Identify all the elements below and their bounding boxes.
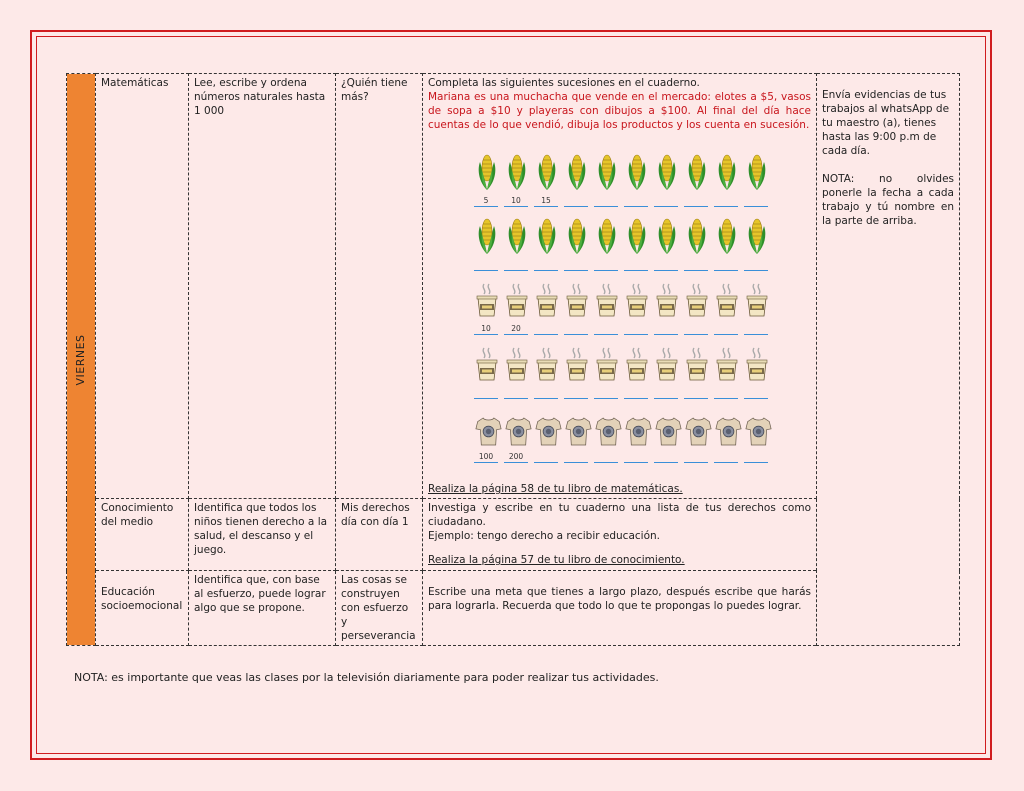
learning-cell [189, 571, 336, 646]
sequence-blank [534, 260, 558, 271]
sequence-blank [654, 260, 678, 271]
soup-cup-icon [745, 344, 769, 384]
sequence-blank: 15 [534, 196, 558, 207]
activity-cell [423, 74, 817, 499]
activity-example: Ejemplo: tengo derecho a recibir educación. [428, 530, 660, 542]
sequence-cell [652, 152, 682, 216]
soup-cup-icon [655, 344, 679, 384]
sequence-cell [652, 408, 682, 472]
sequence-cell [562, 344, 592, 408]
activity-text: Escribe una meta que tienes a largo plazo, después escribe que harás para lograrla. Recuerda que todo lo que te propongas lo puedes lograr. [428, 586, 811, 612]
soup-cup-icon [715, 344, 739, 384]
soup-cup-icon [565, 280, 589, 320]
topic-cell [336, 571, 423, 646]
sequence-row [472, 408, 811, 472]
learning-text: Identifica que todos los niños tienen derecho a la salud, el descanso y el juego. [194, 502, 328, 556]
sequence-cell [562, 280, 592, 344]
corn-icon [535, 152, 559, 192]
tshirt-icon [505, 416, 532, 447]
corn-icon [565, 152, 589, 192]
sequence-blank [534, 324, 558, 335]
sequence-cell [682, 216, 712, 280]
sequence-blank [624, 196, 648, 207]
sequence-blank [594, 452, 618, 463]
sequence-blank [594, 324, 618, 335]
corn-icon [685, 152, 709, 192]
soup-cup-icon [565, 344, 589, 384]
sequence-blank [714, 324, 738, 335]
sequence-blank: 10 [504, 196, 528, 207]
sequence-blank [564, 260, 588, 271]
soup-cup-icon [625, 280, 649, 320]
corn-icon [685, 216, 709, 256]
subject-cell [96, 571, 189, 646]
soup-cup-icon [505, 280, 529, 320]
reminder-note: NOTA: no olvides ponerle la fecha a cada trabajo y tú nombre en la parte de arriba. [822, 173, 954, 227]
sequence-cell [742, 216, 772, 280]
sequence-blank: 100 [474, 452, 498, 463]
sequence-blank [714, 260, 738, 271]
sequence-cell [532, 152, 562, 216]
soup-cup-icon [475, 344, 499, 384]
sequence-blank [624, 324, 648, 335]
sequence-cell [712, 280, 742, 344]
soup-cup-icon [715, 280, 739, 320]
sequence-cell [682, 408, 712, 472]
topic-text: Las cosas se construyen con esfuerzo y perseverancia [341, 574, 416, 642]
sequence-cell [682, 280, 712, 344]
corn-icon [625, 216, 649, 256]
corn-icon [535, 216, 559, 256]
sequence-cell [502, 216, 532, 280]
sequence-cell [532, 408, 562, 472]
sequence-cell [652, 344, 682, 408]
corn-icon [475, 152, 499, 192]
soup-cup-icon [535, 344, 559, 384]
corn-icon [625, 152, 649, 192]
subject-label: Matemáticas [101, 77, 169, 89]
sequence-cell [532, 344, 562, 408]
soup-cup-icon [685, 280, 709, 320]
sequence-blank [594, 196, 618, 207]
sequence-cell [742, 408, 772, 472]
activity-book-link: Realiza la página 57 de tu libro de conocimiento. [428, 554, 685, 566]
topic-cell [336, 499, 423, 571]
subject-label: Educación socioemocional [101, 586, 183, 612]
soup-cup-icon [595, 344, 619, 384]
soup-cup-icon [745, 280, 769, 320]
sequence-blank [564, 196, 588, 207]
sequence-cell [622, 408, 652, 472]
sequence-blank: 5 [474, 196, 498, 207]
sequence-cell [472, 216, 502, 280]
sequence-blank [744, 260, 768, 271]
sequence-blank [474, 388, 498, 399]
tshirt-icon [535, 416, 562, 447]
activity-text: Investiga y escribe en tu cuaderno una lista de tus derechos como ciudadano. [428, 502, 811, 528]
sequence-blank [744, 388, 768, 399]
activity-problem: Mariana es una muchacha que vende en el mercado: elotes a $5, vasos de sopa a $10 y playeras con dibujos a $100. Al final del día hace cuentas de lo que vendió, dibuja los productos y los cuenta en sucesión. [428, 91, 811, 131]
soup-cup-icon [595, 280, 619, 320]
sequence-blank [594, 388, 618, 399]
sequence-cell [532, 216, 562, 280]
sequence-cell [742, 280, 772, 344]
corn-icon [475, 216, 499, 256]
sequence-blank [534, 388, 558, 399]
sequence-blank [564, 324, 588, 335]
sequence-blank [534, 452, 558, 463]
side-note-cell [817, 74, 960, 646]
corn-icon [745, 216, 769, 256]
sequence-blank [504, 388, 528, 399]
corn-icon [595, 216, 619, 256]
topic-cell [336, 74, 423, 499]
sequence-cell [532, 280, 562, 344]
sequence-blank [744, 452, 768, 463]
sequence-cell [712, 152, 742, 216]
sequence-cell [682, 344, 712, 408]
tshirt-icon [685, 416, 712, 447]
sequence-cell [742, 152, 772, 216]
sequence-blank [684, 260, 708, 271]
sequence-cell [622, 344, 652, 408]
footer-note: NOTA: es importante que veas las clases por la televisión diariamente para poder realizar tus actividades. [74, 671, 659, 684]
activity-intro: Completa las siguientes sucesiones en el cuaderno. [428, 77, 700, 89]
tshirt-icon [655, 416, 682, 447]
soup-cup-icon [475, 280, 499, 320]
sequence-blank [714, 388, 738, 399]
learning-text: Lee, escribe y ordena números naturales hasta 1 000 [194, 77, 326, 117]
lesson-plan-table [66, 73, 960, 646]
day-label: VIERNES [74, 333, 87, 386]
topic-text: ¿Quién tiene más? [341, 77, 408, 103]
soup-cup-icon [625, 344, 649, 384]
learning-cell [189, 74, 336, 499]
sequence-cell [562, 216, 592, 280]
sequence-cell [652, 280, 682, 344]
sequence-blank [564, 388, 588, 399]
sequence-cell [472, 408, 502, 472]
tshirt-icon [715, 416, 742, 447]
sequence-blank [744, 196, 768, 207]
sequence-row [472, 152, 811, 216]
sequence-blank [654, 452, 678, 463]
sequence-cell [472, 152, 502, 216]
topic-text: Mis derechos día con día 1 [341, 502, 410, 528]
activity-cell [423, 499, 817, 571]
sequence-blank [684, 388, 708, 399]
learning-cell [189, 499, 336, 571]
sequence-cell [622, 280, 652, 344]
sequence-cell [502, 408, 532, 472]
corn-icon [505, 152, 529, 192]
sequence-cell [712, 216, 742, 280]
sequence-picture-grid [472, 152, 811, 472]
sequence-cell [472, 280, 502, 344]
sequence-blank [714, 452, 738, 463]
sequence-blank [684, 196, 708, 207]
soup-cup-icon [535, 280, 559, 320]
corn-icon [745, 152, 769, 192]
sequence-row [472, 280, 811, 344]
tshirt-icon [595, 416, 622, 447]
table-row-math [67, 74, 960, 499]
subject-cell [96, 499, 189, 571]
sequence-blank [594, 260, 618, 271]
sequence-cell [712, 408, 742, 472]
corn-icon [595, 152, 619, 192]
soup-cup-icon [505, 344, 529, 384]
sequence-blank [564, 452, 588, 463]
corn-icon [715, 152, 739, 192]
sequence-cell [592, 408, 622, 472]
sequence-blank [474, 260, 498, 271]
subject-label: Conocimiento del medio [101, 502, 174, 528]
sequence-cell [502, 280, 532, 344]
sequence-cell [562, 152, 592, 216]
corn-icon [655, 216, 679, 256]
sequence-blank [624, 452, 648, 463]
sequence-blank [654, 388, 678, 399]
sequence-cell [622, 152, 652, 216]
sequence-blank [504, 260, 528, 271]
sequence-cell [712, 344, 742, 408]
tshirt-icon [475, 416, 502, 447]
tshirt-icon [745, 416, 772, 447]
sequence-cell [592, 344, 622, 408]
sequence-blank [654, 196, 678, 207]
sequence-blank: 10 [474, 324, 498, 335]
sequence-blank [714, 196, 738, 207]
learning-text: Identifica que, con base al esfuerzo, puede lograr algo que se propone. [194, 574, 326, 614]
activity-cell [423, 571, 817, 646]
soup-cup-icon [655, 280, 679, 320]
sequence-cell [592, 152, 622, 216]
corn-icon [505, 216, 529, 256]
sequence-blank [624, 260, 648, 271]
sequence-row [472, 216, 811, 280]
sequence-blank [684, 324, 708, 335]
sequence-blank [744, 324, 768, 335]
sequence-cell [502, 152, 532, 216]
sequence-cell [682, 152, 712, 216]
soup-cup-icon [685, 344, 709, 384]
sequence-cell [742, 344, 772, 408]
sequence-cell [472, 344, 502, 408]
sequence-blank [624, 388, 648, 399]
sequence-cell [562, 408, 592, 472]
subject-cell [96, 74, 189, 499]
evidence-note: Envía evidencias de tus trabajos al whatsApp de tu maestro (a), tienes hasta las 9:00 p.m de cada día. [822, 89, 950, 157]
sequence-blank [654, 324, 678, 335]
sequence-cell [592, 280, 622, 344]
sequence-blank: 200 [504, 452, 528, 463]
activity-book-link: Realiza la página 58 de tu libro de matemáticas. [428, 483, 683, 495]
tshirt-icon [625, 416, 652, 447]
sequence-blank [684, 452, 708, 463]
day-column [67, 74, 96, 646]
tshirt-icon [565, 416, 592, 447]
corn-icon [655, 152, 679, 192]
corn-icon [565, 216, 589, 256]
sequence-row [472, 344, 811, 408]
sequence-cell [502, 344, 532, 408]
sequence-cell [622, 216, 652, 280]
corn-icon [715, 216, 739, 256]
sequence-cell [652, 216, 682, 280]
sequence-blank: 20 [504, 324, 528, 335]
sequence-cell [592, 216, 622, 280]
